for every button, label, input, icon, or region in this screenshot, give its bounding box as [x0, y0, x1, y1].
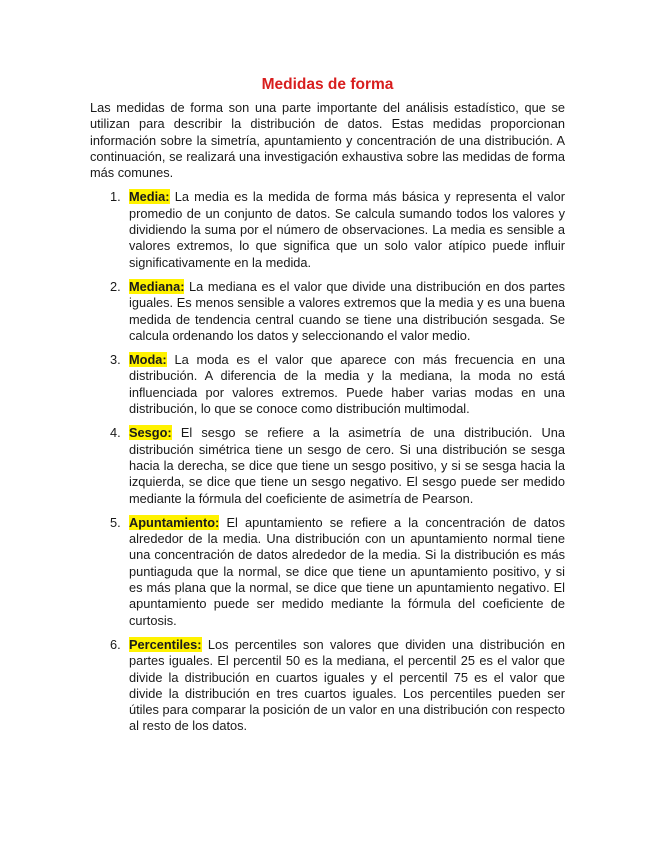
list-item-media	[90, 189, 565, 270]
list-item-number: 3.	[110, 352, 121, 368]
document-page	[90, 76, 565, 743]
term-moda: Moda:	[129, 352, 167, 368]
item-text: La mediana es el valor que divide una distribución en dos partes iguales. Es menos sensible a valores extremos que la media y es una buena medida de tendencia central cuando se tiene una distribución sesgada. Se calcula ordenando los datos y seleccionando el valor medio.	[129, 278, 565, 343]
item-text: La media es la medida de forma más básica y representa el valor promedio de un conjunto de datos. Se calcula sumando todos los valores y dividiendo la suma por el número de observaciones. La media es sensible a valores extremos, lo que significa que un solo valor atípico puede influir significativamente en la medida.	[129, 189, 565, 270]
term-apuntamiento: Apuntamiento:	[129, 514, 220, 530]
item-text: La moda es el valor que aparece con más frecuencia en una distribución. A diferencia de la media y la mediana, la moda no está influenciada por valores extremos. Puede haber varias modas en una distribución, lo que se conoce como distribución multimodal.	[129, 352, 565, 417]
term-percentiles: Percentiles:	[129, 636, 202, 652]
list-item-number: 2.	[110, 278, 121, 294]
list-item-number: 4.	[110, 425, 121, 441]
list-item-percentiles	[90, 637, 565, 735]
list-item-number: 1.	[110, 189, 121, 205]
list-item-moda	[90, 352, 565, 417]
term-mediana: Mediana:	[129, 278, 185, 294]
list-item-number: 5.	[110, 514, 121, 530]
list-item-apuntamiento	[90, 515, 565, 629]
term-sesgo: Sesgo:	[129, 425, 172, 441]
item-text: El sesgo se refiere a la asimetría de una distribución. Una distribución simétrica tiene un sesgo de cero. Si una distribución se sesga hacia la derecha, se dice que tiene un sesgo positivo, y si se sesga hacia la izquierda, se dice que tiene un sesgo negativo. El sesgo puede ser medido mediante la fórmula del coeficiente de asimetría de Pearson.	[129, 425, 565, 506]
list-item-mediana	[90, 279, 565, 344]
term-media: Media:	[129, 189, 170, 205]
measures-list	[90, 189, 565, 734]
list-item-number: 6.	[110, 636, 121, 652]
intro-paragraph: Las medidas de forma son una parte importante del análisis estadístico, que se utilizan para describir la distribución de datos. Estas medidas proporcionan información sobre la simetría, apuntamiento y concentración de una distribución. A continuación, se realizará una investigación exhaustiva sobre las medidas de forma más comunes.	[90, 100, 565, 181]
document-title: Medidas de forma	[261, 76, 394, 93]
list-item-sesgo	[90, 425, 565, 506]
item-text: El apuntamiento se refiere a la concentración de datos alrededor de la media. Una distribución con un apuntamiento normal tiene una concentración de datos alrededor de la media. Si la distribución es más puntiaguda que la normal, se dice que tiene un apuntamiento positivo, y si es más plana que la normal, se dice que tiene un apuntamiento negativo. El apuntamiento puede ser medido mediante la fórmula del coeficiente de curtosis.	[129, 514, 565, 628]
item-text: Los percentiles son valores que dividen una distribución en partes iguales. El percentil 50 es la mediana, el percentil 25 es el valor que divide la distribución en cuartos iguales y el percentil 75 es el valor que divide la distribución en tres cuartos iguales. Los percentiles pueden ser útiles para comparar la posición de un valor en una distribución con respecto al resto de los datos.	[129, 636, 565, 734]
